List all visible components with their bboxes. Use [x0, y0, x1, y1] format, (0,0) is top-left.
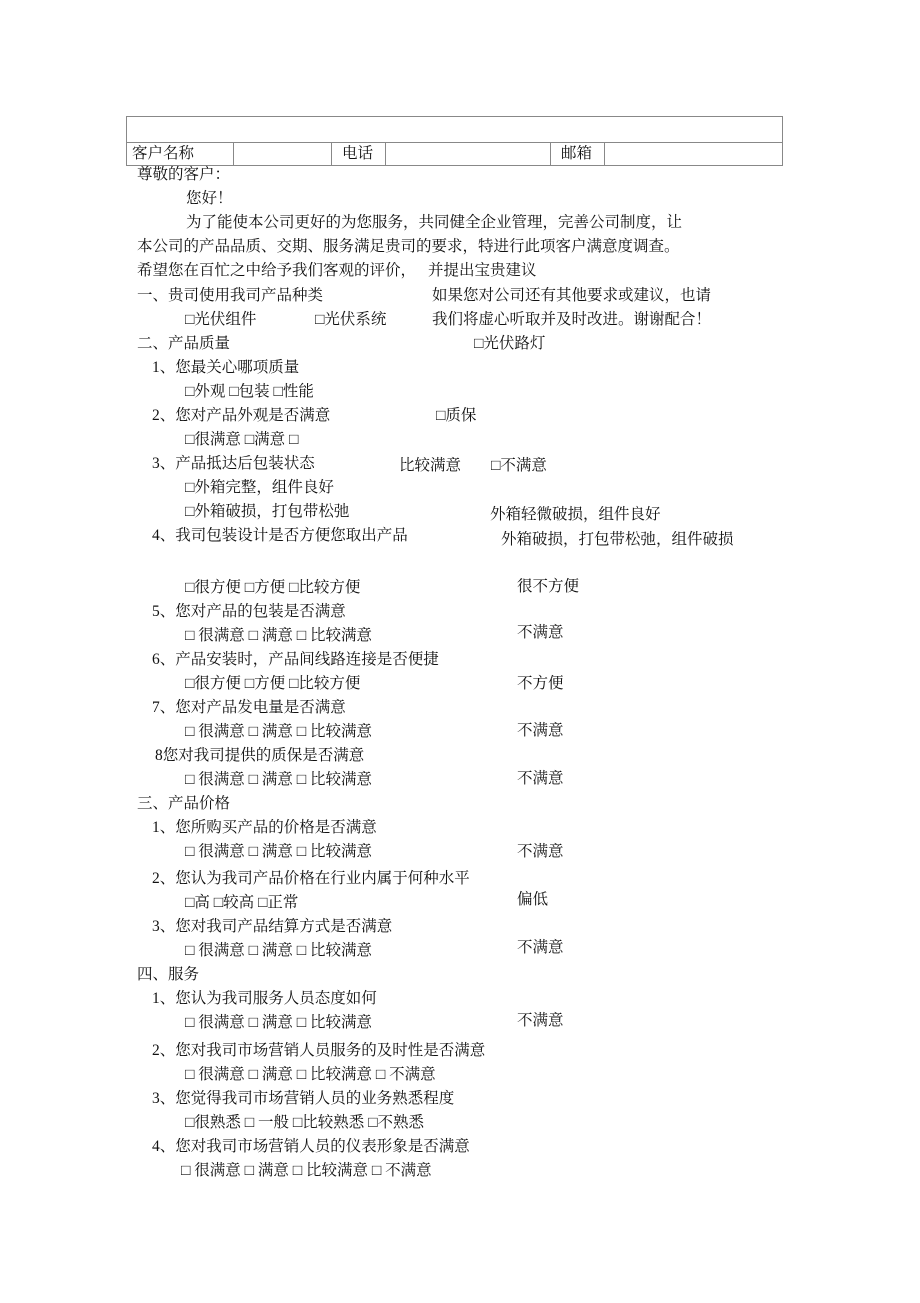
options-3-3[interactable]: □ 很满意 □ 满意 □ 比较满意 — [185, 942, 372, 959]
option-pv-system[interactable]: □光伏系统 — [315, 311, 387, 328]
option-fairly-satisfied[interactable]: 比较满意 — [399, 457, 462, 474]
option-warranty[interactable]: □质保 — [436, 407, 477, 424]
option-low[interactable]: 偏低 — [517, 891, 549, 908]
phone-label: 电话 — [342, 145, 374, 162]
intro-line-1: 为了能使本公司更好的为您服务，共同健全企业管理，完善公司制度，让 — [186, 214, 683, 231]
options-4-2[interactable]: □ 很满意 □ 满意 □ 比较满意 □ 不满意 — [185, 1066, 436, 1083]
option-box-damaged[interactable]: □外箱破损，打包带松弛 — [185, 503, 350, 520]
options-4-3[interactable]: □很熟悉 □ 一般 □比较熟悉 □不熟悉 — [185, 1114, 424, 1131]
intro-line-3b: 并提出宝贵建议 — [428, 262, 537, 279]
section-1-title: 一、贵司使用我司产品种类 — [137, 287, 324, 304]
intro-line-2: 本公司的产品品质、交期、服务满足贵司的要求，特进行此项客户满意度调查。 — [137, 238, 680, 255]
intro-line-3: 希望您在百忙之中给予我们客观的评价， — [137, 262, 417, 279]
question-2-4: 4、我司包装设计是否方便您取出产品 — [152, 527, 408, 544]
option-2-7-unsatisfied[interactable]: 不满意 — [517, 722, 564, 739]
options-3-1[interactable]: □ 很满意 □ 满意 □ 比较满意 — [185, 843, 372, 860]
options-4-4[interactable]: □ 很满意 □ 满意 □ 比较满意 □ 不满意 — [181, 1162, 432, 1179]
option-4-1-unsatisfied[interactable]: 不满意 — [517, 1012, 564, 1029]
thanks-line: 我们将虚心听取并及时改进。谢谢配合！ — [432, 311, 712, 328]
section-3-title: 三、产品价格 — [137, 795, 231, 812]
customer-name-field[interactable] — [233, 143, 332, 165]
question-2-5: 5、您对产品的包装是否满意 — [152, 603, 346, 620]
options-4-1[interactable]: □ 很满意 □ 满意 □ 比较满意 — [185, 1014, 372, 1031]
option-box-slightly-damaged[interactable]: 外箱轻微破损，组件良好 — [490, 506, 661, 523]
section-4-title: 四、服务 — [137, 966, 200, 983]
option-unsatisfied[interactable]: □不满意 — [491, 457, 547, 474]
option-pv-module[interactable]: □光伏组件 — [185, 311, 257, 328]
email-label-cell — [550, 143, 605, 165]
question-4-4: 4、您对我司市场营销人员的仪表形象是否满意 — [152, 1138, 470, 1155]
options-2-6[interactable]: □很方便 □方便 □比较方便 — [185, 675, 361, 692]
question-2-1: 1、您最关心哪项质量 — [152, 359, 300, 376]
options-2-7[interactable]: □ 很满意 □ 满意 □ 比较满意 — [185, 723, 372, 740]
question-4-2: 2、您对我司市场营销人员服务的及时性是否满意 — [152, 1042, 486, 1059]
question-3-3: 3、您对我司产品结算方式是否满意 — [152, 918, 393, 935]
phone-field[interactable] — [385, 143, 551, 165]
question-4-1: 1、您认为我司服务人员态度如何 — [152, 990, 377, 1007]
options-2-8[interactable]: □ 很满意 □ 满意 □ 比较满意 — [185, 771, 372, 788]
question-2-8: 8您对我司提供的质保是否满意 — [155, 747, 365, 764]
phone-label-cell — [331, 143, 386, 165]
section-2-title: 二、产品质量 — [137, 335, 231, 352]
question-3-2: 2、您认为我司产品价格在行业内属于何种水平 — [152, 870, 470, 887]
question-2-3: 3、产品抵达后包装状态 — [152, 455, 315, 472]
question-3-1: 1、您所购买产品的价格是否满意 — [152, 819, 377, 836]
option-2-8-unsatisfied[interactable]: 不满意 — [517, 770, 564, 787]
options-2-1[interactable]: □外观 □包装 □性能 — [185, 383, 314, 400]
customer-name-label: 客户名称 — [132, 145, 195, 162]
options-3-2[interactable]: □高 □较高 □正常 — [185, 894, 299, 911]
question-2-2: 2、您对产品外观是否满意 — [152, 407, 331, 424]
question-2-6: 6、产品安装时，产品间线路连接是否便捷 — [152, 651, 439, 668]
email-field[interactable] — [604, 143, 782, 165]
question-4-3: 3、您觉得我司市场营销人员的业务熟悉程度 — [152, 1090, 455, 1107]
options-2-2[interactable]: □很满意 □满意 □ — [185, 431, 299, 448]
option-module-damaged[interactable]: 外箱破损，打包带松弛，组件破损 — [501, 531, 734, 548]
options-2-5[interactable]: □ 很满意 □ 满意 □ 比较满意 — [185, 627, 372, 644]
options-2-4[interactable]: □很方便 □方便 □比较方便 — [185, 579, 361, 596]
option-very-inconvenient[interactable]: 很不方便 — [517, 578, 580, 595]
question-2-7: 7、您对产品发电量是否满意 — [152, 699, 346, 716]
greeting: 尊敬的客户： — [137, 166, 231, 183]
intro-line-3-row — [137, 261, 537, 281]
option-box-intact[interactable]: □外箱完整，组件良好 — [185, 479, 334, 496]
option-3-1-unsatisfied[interactable]: 不满意 — [517, 843, 564, 860]
customer-info-table — [126, 116, 783, 166]
option-2-5-unsatisfied[interactable]: 不满意 — [517, 624, 564, 641]
intro-line-3-continued: 如果您对公司还有其他要求或建议，也请 — [432, 287, 712, 304]
option-pv-streetlight[interactable]: □光伏路灯 — [474, 335, 546, 352]
option-inconvenient[interactable]: 不方便 — [517, 675, 564, 692]
customer-info-row — [127, 142, 782, 165]
email-label: 邮箱 — [561, 145, 593, 162]
option-3-3-unsatisfied[interactable]: 不满意 — [517, 939, 564, 956]
hello: 您好！ — [186, 190, 233, 207]
